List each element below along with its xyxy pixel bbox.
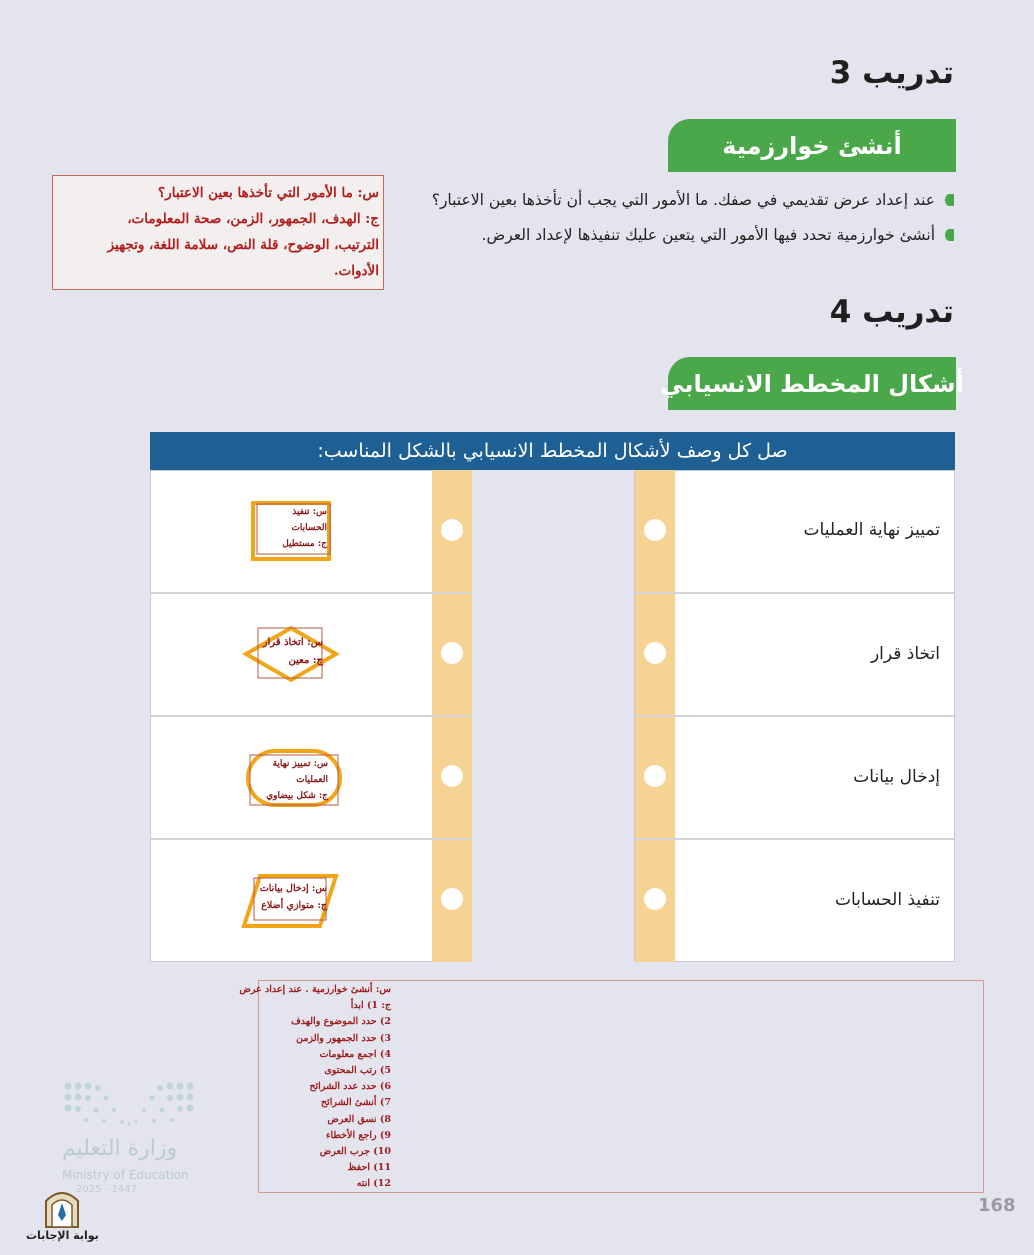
- answer-note-line: س: ما الأمور التي تأخذها بعين الاعتبار؟: [158, 185, 379, 201]
- shape-note-line: ج: متوازي أضلاع: [261, 900, 327, 911]
- shape-note-line: الحسابات: [291, 523, 327, 533]
- shape-4-note: [260, 880, 327, 914]
- connect-dot-description-2[interactable]: [644, 642, 666, 664]
- algorithm-line: 8) نسق العرض: [327, 1113, 391, 1125]
- answer-note-line: الأدوات.: [333, 263, 379, 279]
- shape-note-line: ج: مستطيل: [282, 539, 327, 549]
- connect-dot-description-3[interactable]: [644, 765, 666, 787]
- flowchart-shapes-tab: أشكال المخطط الانسيابي: [668, 357, 956, 410]
- ministry-name-english: Ministry of Education: [62, 1168, 189, 1182]
- shape-note-line: س: إدخال بيانات: [259, 883, 327, 894]
- ministry-name-arabic: وزارة التعليم: [62, 1136, 178, 1161]
- shape-note-line: س: اتخاذ قرار: [262, 637, 323, 648]
- row-divider: [151, 592, 471, 594]
- description-row-4: تنفيذ الحسابات: [834, 890, 940, 910]
- shape-note-line: س: تمييز نهاية: [272, 759, 328, 769]
- answer-note-exercise-3: [52, 175, 384, 290]
- connect-dot-shape-1[interactable]: [441, 519, 463, 541]
- answer-note-line: الترتيب، الوضوح، قلة النص، سلامة اللغة، وتجهيز: [107, 237, 379, 253]
- algorithm-line: 5) رتب المحتوى: [324, 1065, 391, 1077]
- algorithm-line: 6) حدد عدد الشرائح: [309, 1081, 391, 1093]
- matching-table-header: صل كل وصف لأشكال المخطط الانسيابي بالشكل المناسب:: [150, 432, 955, 470]
- watermark-text: بوابة الإجابات: [26, 1229, 99, 1242]
- bullet-marker-icon: [945, 194, 954, 206]
- bullet-marker-icon: [945, 229, 954, 241]
- exercise-3-title: تدريب 3: [829, 55, 954, 91]
- bullet-2-text: أنشئ خوارزمية تحدد فيها الأمور التي يتعين عليك تنفيذها لإعداد العرض.: [481, 226, 935, 244]
- page-number: 168: [978, 1195, 1016, 1216]
- shape-1-note: [282, 504, 327, 552]
- answers-portal-logo-icon: [40, 1185, 84, 1229]
- connect-dot-shape-3[interactable]: [441, 765, 463, 787]
- bullet-1: [432, 191, 954, 209]
- row-divider: [151, 838, 471, 840]
- row-divider: [635, 838, 954, 840]
- shape-note-line: ج: معين: [288, 655, 323, 666]
- row-divider: [635, 715, 954, 717]
- shape-note-line: العمليات: [296, 775, 328, 785]
- shape-note-line: ج: شكل بيضاوي: [266, 791, 328, 801]
- ministry-years: 2025 - 1447: [76, 1184, 137, 1195]
- create-algorithm-tab: أنشئ خوارزمية: [668, 119, 956, 172]
- bullet-1-text: عند إعداد عرض تقديمي في صفك. ما الأمور التي يجب أن تأخذها بعين الاعتبار؟: [431, 191, 935, 209]
- algorithm-line: 12) انته: [356, 1178, 391, 1190]
- algorithm-line: 9) راجع الأخطاء: [326, 1129, 391, 1141]
- row-divider: [635, 592, 954, 594]
- connect-dot-shape-4[interactable]: [441, 888, 463, 910]
- connect-dot-shape-2[interactable]: [441, 642, 463, 664]
- algorithm-line: ج: 1) ابدأ: [350, 1000, 391, 1012]
- algorithm-line: 7) أنشئ الشرائح: [320, 1097, 391, 1109]
- answer-note-line: ج: الهدف، الجمهور، الزمن، صحة المعلومات،: [127, 211, 379, 227]
- description-row-1: تمييز نهاية العمليات: [803, 520, 940, 540]
- description-row-2: اتخاذ قرار: [870, 644, 940, 664]
- algorithm-line: س: أنشئ خوارزمية . عند إعداد عرض: [239, 984, 391, 995]
- algorithm-line: 2) حدد الموضوع والهدف: [290, 1016, 391, 1028]
- algorithm-answer-list: [239, 982, 391, 1193]
- algorithm-line: 11) احفظ: [347, 1162, 391, 1174]
- description-row-3: إدخال بيانات: [853, 767, 940, 787]
- shape-3-note: [266, 756, 328, 804]
- algorithm-line: 3) حدد الجمهور والزمن: [296, 1032, 391, 1044]
- shape-note-line: س: تنفيذ: [292, 507, 327, 517]
- ministry-dots-logo-icon: [62, 1080, 196, 1128]
- algorithm-line: 4) اجمع معلومات: [319, 1048, 391, 1060]
- connect-dot-description-4[interactable]: [644, 888, 666, 910]
- exercise-4-title: تدريب 4: [829, 294, 954, 330]
- algorithm-line: 10) جرب العرض: [319, 1146, 391, 1158]
- row-divider: [151, 715, 471, 717]
- shape-2-note: [263, 634, 323, 670]
- bullet-2: [482, 226, 954, 244]
- connect-dot-description-1[interactable]: [644, 519, 666, 541]
